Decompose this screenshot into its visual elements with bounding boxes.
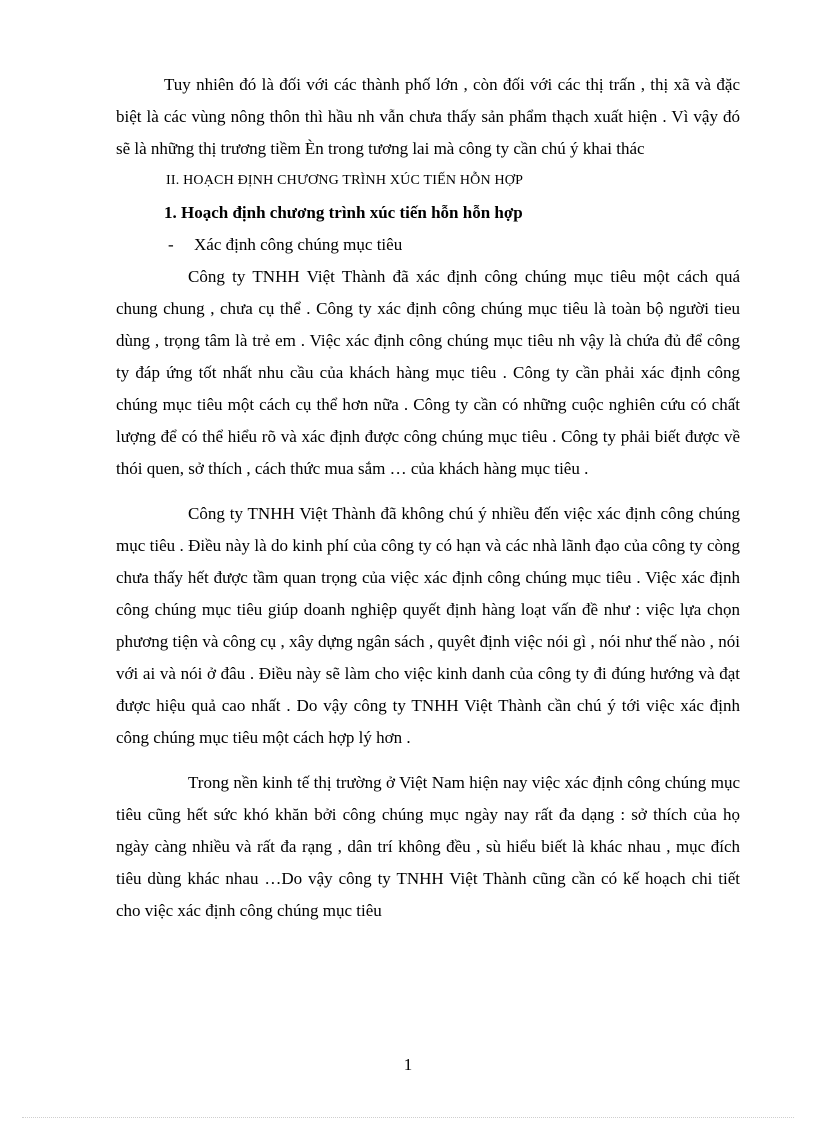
page-bottom-divider <box>22 1117 794 1118</box>
paragraph-market-economy: Trong nền kinh tế thị trường ở Việt Nam hiện nay việc xác định công chúng mục tiêu cũng hết sức khó khăn bởi công chúng mục ngày nay rất đa dạng : sở thích của họ ngày càng nhiều và rất đa rạng , dân trí không đều , sù hiểu biết là khác nhau , mục đích tiêu dùng khác nhau …Do vậy công ty TNHH Việt Thành cũng cần có kế hoạch chi tiết cho việc xác định công chúng mục tiêu <box>116 773 740 920</box>
section-heading: II. HOẠCH ĐỊNH CHƯƠNG TRÌNH XÚC TIẾN HỖN HỢP <box>166 173 524 188</box>
bullet-dash: - <box>168 235 174 254</box>
subsection-heading: 1. Hoạch định chương trình xúc tiến hỗn hỗn hợp <box>164 203 523 222</box>
paragraph-spacer <box>116 485 740 498</box>
paragraph-company-attention: Công ty TNHH Việt Thành đã không chú ý nhiều đến việc xác định công chúng mục tiêu . Điều này là do kinh phí của công ty có hạn và các nhà lãnh đạo của công ty còng chưa thấy hết được tầm quan trọng của việc xác định công chúng mục tiêu . Việc xác định công chúng mục tiêu giúp doanh nghiệp quyết định hàng loạt vấn đề như : việc lựa chọn phương tiện và công cụ , xây dựng ngân sách , quyêt định việc nói gì , nói như thế nào , nói với ai và nói ở đâu . Điều này sẽ làm cho việc kinh danh của công ty đi đúng hướng và đạt được hiệu quả cao nhất . Do vậy công ty TNHH Việt Thành cần chú ý tới việc xác định công chúng mục tiêu một cách hợp lý hơn . <box>116 504 740 747</box>
bullet-item <box>168 229 740 261</box>
bullet-text: Xác định công chúng mục tiêu <box>194 235 403 254</box>
paragraph-target-audience: Công ty TNHH Việt Thành đã xác định công chúng mục tiêu một cách quá chung chung , chưa cụ thể . Công ty xác định công chúng mục tiêu là toàn bộ người tieu dùng , trọng tâm là trẻ em . Việc xác định công chúng mục tiêu nh vậy là chứa đủ để công ty đáp ứng tốt nhất nhu cầu của khách hàng mục tiêu . Công ty cần phải xác định công chúng mục tiêu một cách cụ thể hơn nữa . Công ty cần có những cuộc nghiên cứu có chất lượng để có thể hiểu rõ và xác định được công chúng mục tiêu . Công ty phải biết được về thói quen, sở thích , cách thức mua sắm … của khách hàng mục tiêu . <box>116 267 740 478</box>
paragraph-spacer <box>116 754 740 767</box>
paragraph-intro: Tuy nhiên đó là đối với các thành phố lớn , còn đối với các thị trấn , thị xã và đặc biệt là các vùng nông thôn thì hầu nh vẫn chưa thấy sản phẩm thạch xuất hiện . Vì vậy đó sẽ là những thị trương tiềm Èn trong tương lai mà công ty cần chú ý khai thác <box>116 75 740 158</box>
document-body <box>116 69 740 927</box>
page-number: 1 <box>403 1055 413 1074</box>
